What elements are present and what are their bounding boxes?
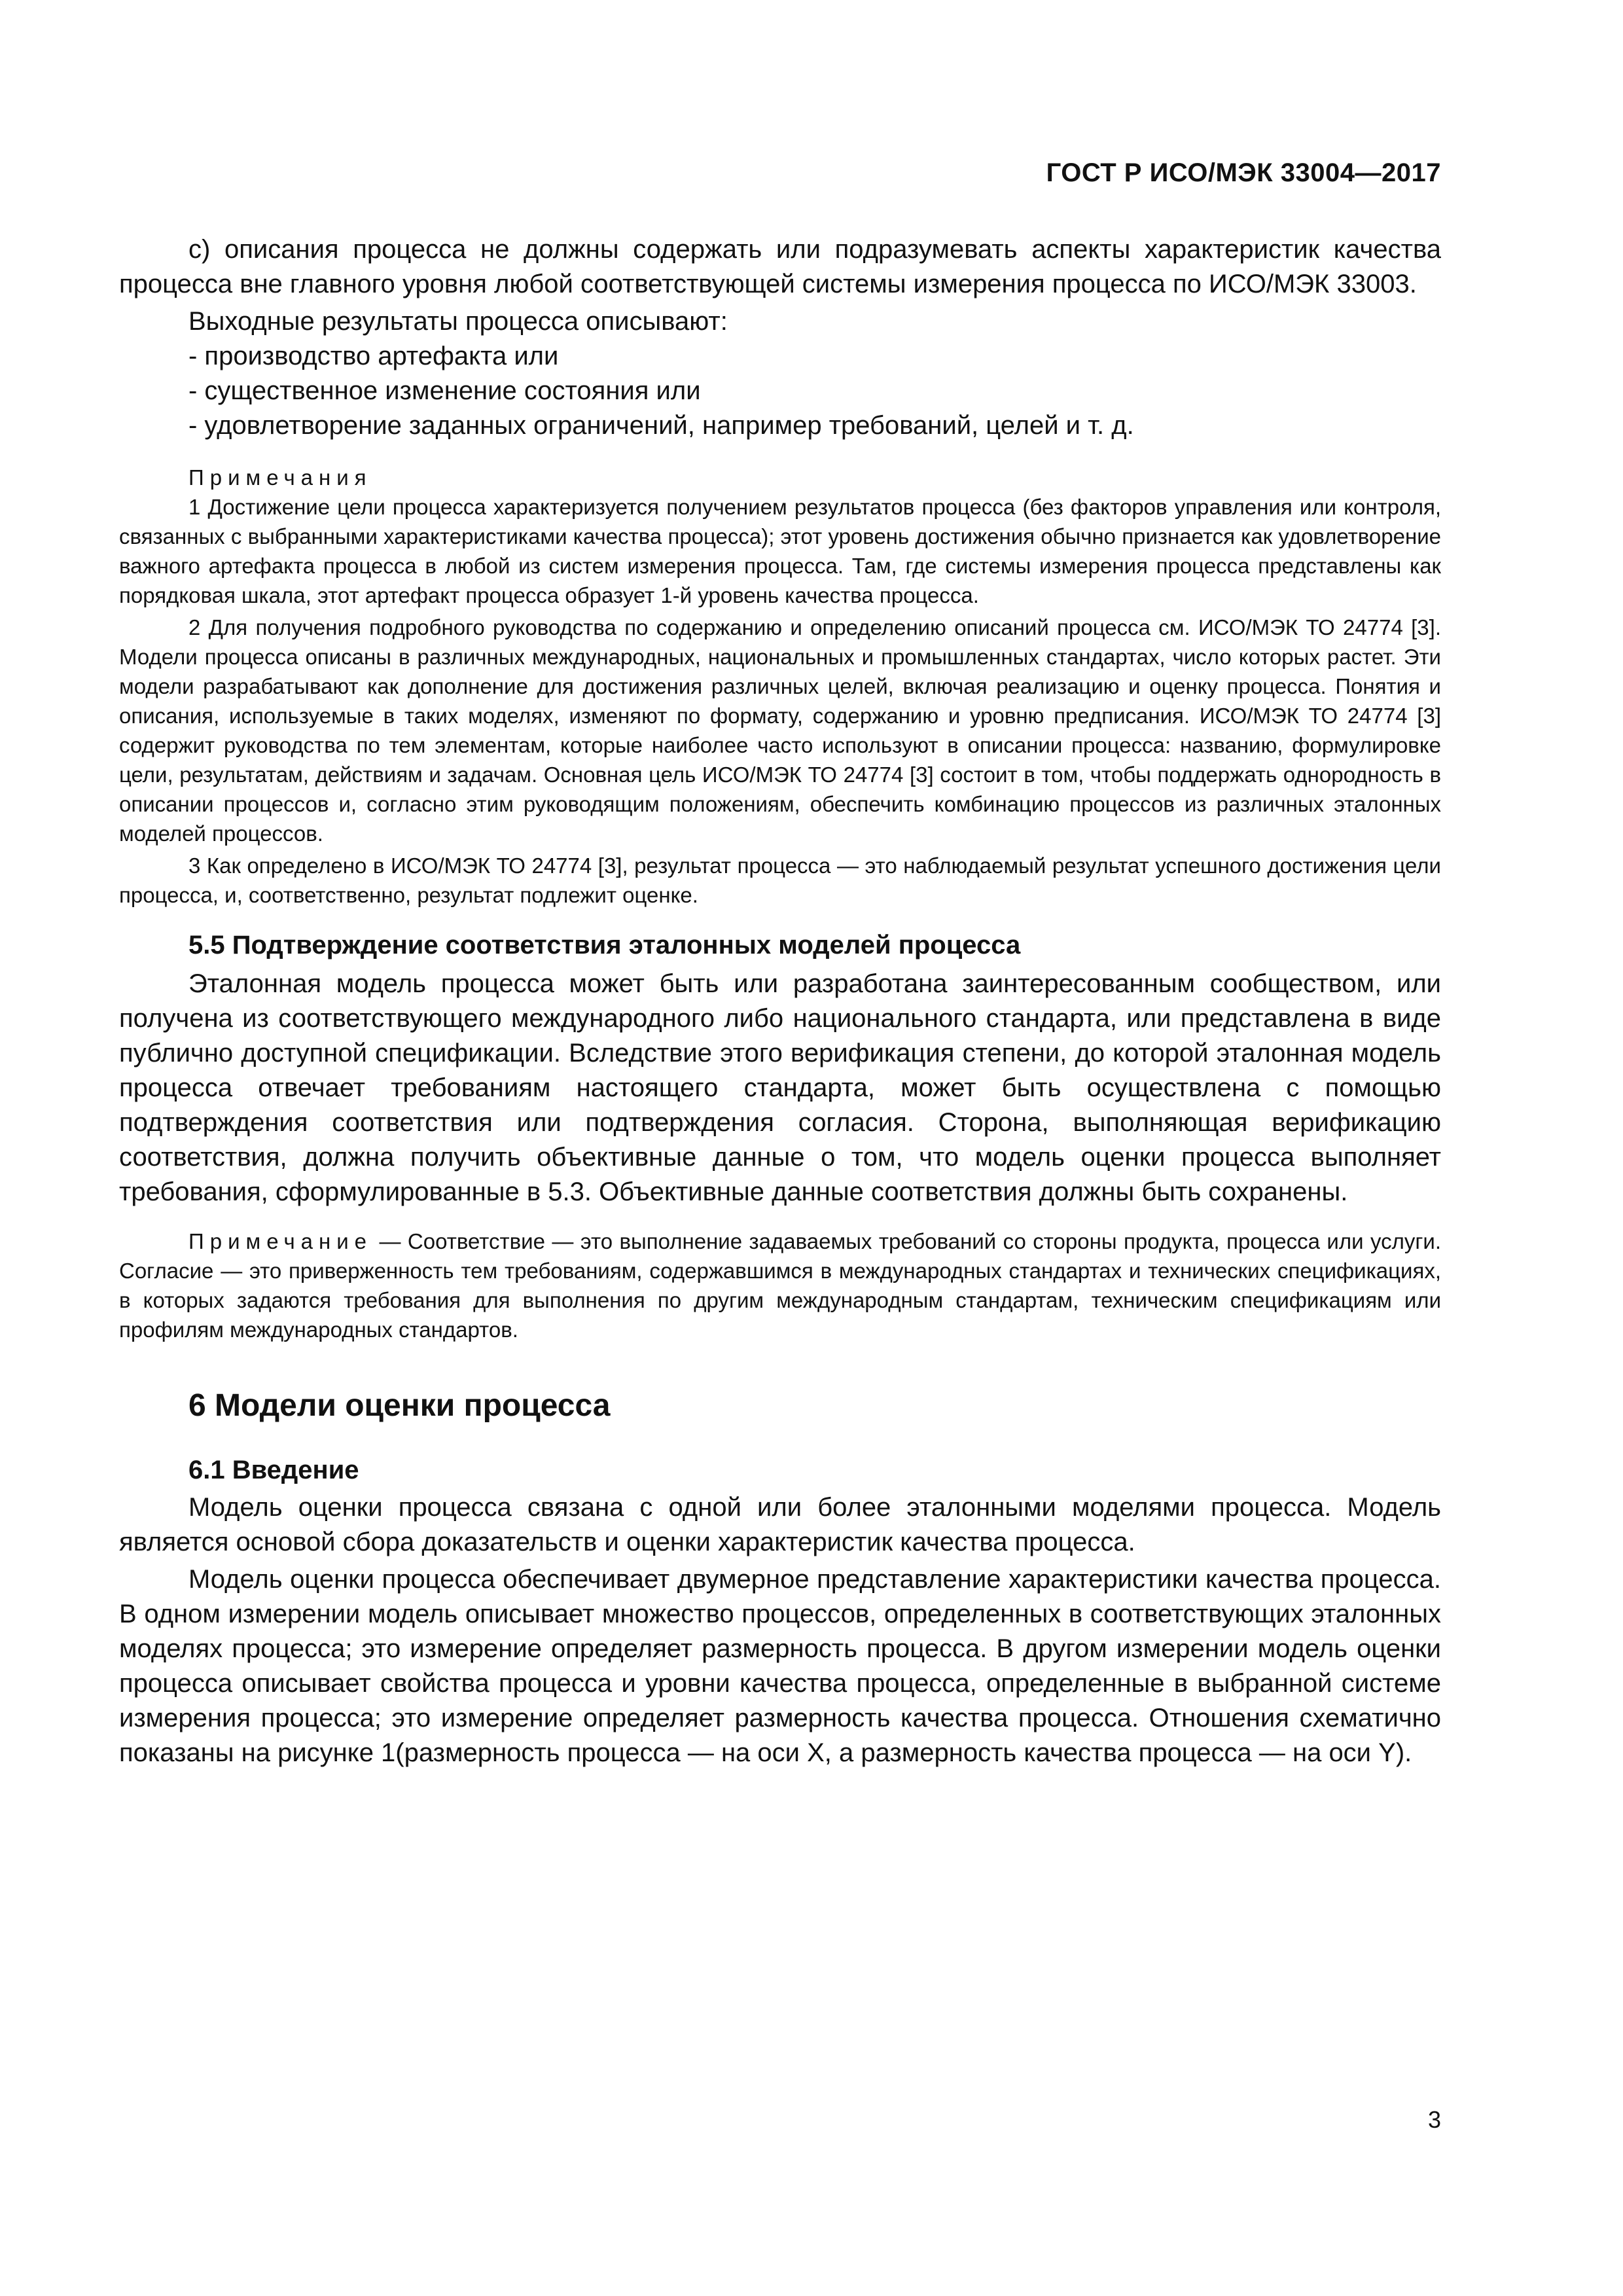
note-item: 2 Для получения подробного руководства по содержанию и определению описаний процесса см. ИСО/МЭК ТО 24774 [3]. Модели процесса описаны в различных международных, национальных и промышленных стандартах, число которых растет. Эти модели разрабатывают как дополнение для достижения различных целей, включая реализацию и оценку процесса. Понятия и описания, используемые в таких моделях, изменяют по формату, содержанию и уровню предписания. ИСО/МЭК ТО 24774 [3] содержит руководства по тем элементам, которые наиболее часто используют в описании процесса: названию, формулировке цели, результатам, действиям и задачам. Основная цель ИСО/МЭК ТО 24774 [3] состоит в том, чтобы поддержать однородность в описании процессов и, согласно этим руководящим положениям, обеспечить комбинацию процессов из различных эталонных моделей процессов. — [119, 615, 1441, 846]
section-6-1-heading: 6.1 Введение — [188, 1456, 359, 1484]
document-header: ГОСТ Р ИСО/МЭК 33004—2017 — [1046, 158, 1441, 187]
note-text: — Соответствие — это выполнение задаваемых требований со стороны продукта, процесса или услуги. Согласие — это приверженность тем требованиям, содержавшимся в международных стандартах и технических спецификациях, в которых задаются требования для выполнения по другим международным стандартам, техническим спецификациям или профилям международных стандартов. — [119, 1229, 1441, 1342]
document-page — [119, 0, 1441, 2296]
section-6-heading: 6 Модели оценки процесса — [188, 1388, 611, 1423]
note-label: Примечание — [188, 1229, 373, 1253]
note-item: 3 Как определено в ИСО/МЭК ТО 24774 [3], результат процесса — это наблюдаемый результат успешного достижения цели процесса, и, соответственно, результат подлежит оценке. — [119, 853, 1441, 907]
list-item: - удовлетворение заданных ограничений, например требований, целей и т. д. — [188, 411, 1134, 440]
note-item: 1 Достижение цели процесса характеризуется получением результатов процесса (без факторов управления или контроля, связанных с выбранными характеристиками качества процесса); этот уровень достижения обычно признается как удовлетворение важного артефакта процесса в любой из систем измерения процесса. Там, где системы измерения процесса представлены как порядковая шкала, этот артефакт процесса образует 1-й уровень качества процесса. — [119, 495, 1441, 607]
section-5-5-paragraph: Эталонная модель процесса может быть или разработана заинтересованным сообществом, или получена из соответствующего международного либо национального стандарта, или представлена в виде публично доступной спецификации. Вследствие этого верификация степени, до которой эталонная модель процесса отвечает требованиям настоящего стандарта, может быть осуществлена с помощью подтверждения соответствия или подтверждения согласия. Сторона, выполняющая верификацию соответствия, должна получить объективные данные о том, что модель оценки процесса выполняет требования, сформулированные в 5.3. Объективные данные соответствия должны быть сохранены. — [119, 969, 1441, 1206]
section-6-1-paragraph: Модель оценки процесса связана с одной или более эталонными моделями процесса. Модель является основой сбора доказательств и оценки характеристик качества процесса. — [119, 1493, 1441, 1556]
outputs-lead: Выходные результаты процесса описывают: — [188, 307, 728, 336]
list-item: - существенное изменение состояния или — [188, 376, 701, 405]
section-5-5-heading: 5.5 Подтверждение соответствия эталонных моделей процесса — [188, 931, 1021, 960]
notes-title: Примечания — [188, 465, 372, 490]
page-number: 3 — [1427, 2106, 1441, 2133]
item-c-paragraph: с) описания процесса не должны содержать или подразумевать аспекты характеристик качества процесса вне главного уровня любой соответствующей системы измерения процесса по ИСО/МЭК 33003. — [119, 235, 1441, 298]
list-item: - производство артефакта или — [188, 342, 559, 370]
section-6-1-paragraph: Модель оценки процесса обеспечивает двумерное представление характеристики качества процесса. В одном измерении модель описывает множество процессов, определенных в соответствующих эталонных моделях процесса; это измерение определяет размерность процесса. В другом измерении модель оценки процесса описывает свойства процесса и уровни качества процесса, определенные в выбранной системе измерения процесса; это измерение определяет размерность качества процесса. Отношения схематично показаны на рисунке 1(размерность процесса — на оси X, а размерность качества процесса — на оси Y). — [119, 1565, 1441, 1767]
section-5-5-note — [119, 1227, 1441, 1344]
document-body — [119, 232, 1441, 1770]
